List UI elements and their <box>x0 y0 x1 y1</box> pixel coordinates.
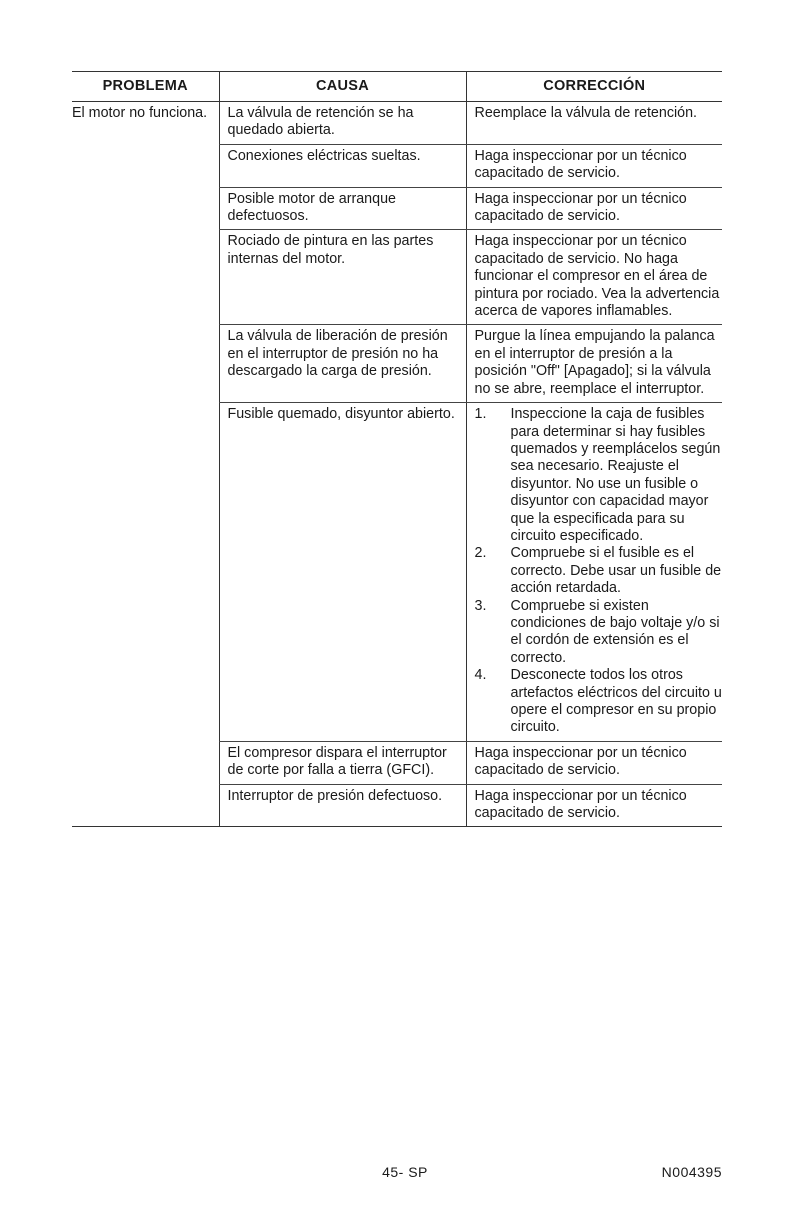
correction-cell: Haga inspeccionar por un técnico capacitado de servicio. No haga funcionar el compresor en el área de pintura por rociado. Vea la advertencia acerca de vapores inflamables. <box>466 230 722 325</box>
correction-cell: Reemplace la válvula de retención. <box>466 102 722 145</box>
step-text: Compruebe si existen condiciones de bajo voltaje y/o si el cordón de extensión es el correcto. <box>510 597 720 666</box>
table-header-row <box>72 72 722 102</box>
cause-cell: Fusible quemado, disyuntor abierto. <box>219 403 466 742</box>
step-number: 4. <box>474 667 487 684</box>
header-cause: CAUSA <box>219 72 466 102</box>
cause-cell: Posible motor de arranque defectuosos. <box>219 187 466 230</box>
step-text: Inspeccione la caja de fusibles para determinar si hay fusibles quemados y reemplácelos según sea necesario. Reajuste el disyuntor. No use un fusible o disyuntor con capacidad mayor que la especificada para su circuito especificado. <box>510 406 721 544</box>
cause-cell: El compresor dispara el interruptor de corte por falla a tierra (GFCI). <box>219 741 466 784</box>
cause-cell: Interruptor de presión defectuoso. <box>219 784 466 827</box>
correction-cell: Haga inspeccionar por un técnico capacitado de servicio. <box>466 741 722 784</box>
correction-cell: Purgue la línea empujando la palanca en el interruptor de presión a la posición "Off" [Apagado]; si la válvula no se abre, reemplace el interruptor. <box>466 325 722 403</box>
correction-cell-steps <box>466 403 722 742</box>
cause-cell: La válvula de retención se ha quedado abierta. <box>219 102 466 145</box>
document-code: N004395 <box>661 1164 722 1180</box>
step-text: Compruebe si el fusible es el correcto. Debe usar un fusible de acción retardada. <box>510 545 722 597</box>
header-correction: CORRECCIÓN <box>466 72 722 102</box>
cause-cell: La válvula de liberación de presión en el interruptor de presión no ha descargado la carga de presión. <box>219 325 466 403</box>
list-item <box>475 545 723 597</box>
step-text: Desconecte todos los otros artefactos eléctricos del circuito u opere el compresor en su propio circuito. <box>510 667 722 736</box>
troubleshooting-table-wrap <box>72 71 722 827</box>
list-item <box>475 598 723 668</box>
list-item <box>475 667 723 737</box>
cause-cell: Conexiones eléctricas sueltas. <box>219 144 466 187</box>
problem-cell: El motor no funciona. <box>72 102 219 827</box>
troubleshooting-table <box>72 71 722 827</box>
step-number: 3. <box>474 597 487 614</box>
correction-steps-list <box>475 406 723 737</box>
correction-cell: Haga inspeccionar por un técnico capacitado de servicio. <box>466 144 722 187</box>
table-row <box>72 102 722 145</box>
header-problem: PROBLEMA <box>72 72 219 102</box>
step-number: 2. <box>474 545 487 562</box>
page-number: 45- SP <box>382 1164 428 1180</box>
list-item <box>475 406 723 545</box>
step-number: 1. <box>474 406 487 423</box>
cause-cell: Rociado de pintura en las partes internas del motor. <box>219 230 466 325</box>
correction-cell: Haga inspeccionar por un técnico capacitado de servicio. <box>466 784 722 827</box>
correction-cell: Haga inspeccionar por un técnico capacitado de servicio. <box>466 187 722 230</box>
